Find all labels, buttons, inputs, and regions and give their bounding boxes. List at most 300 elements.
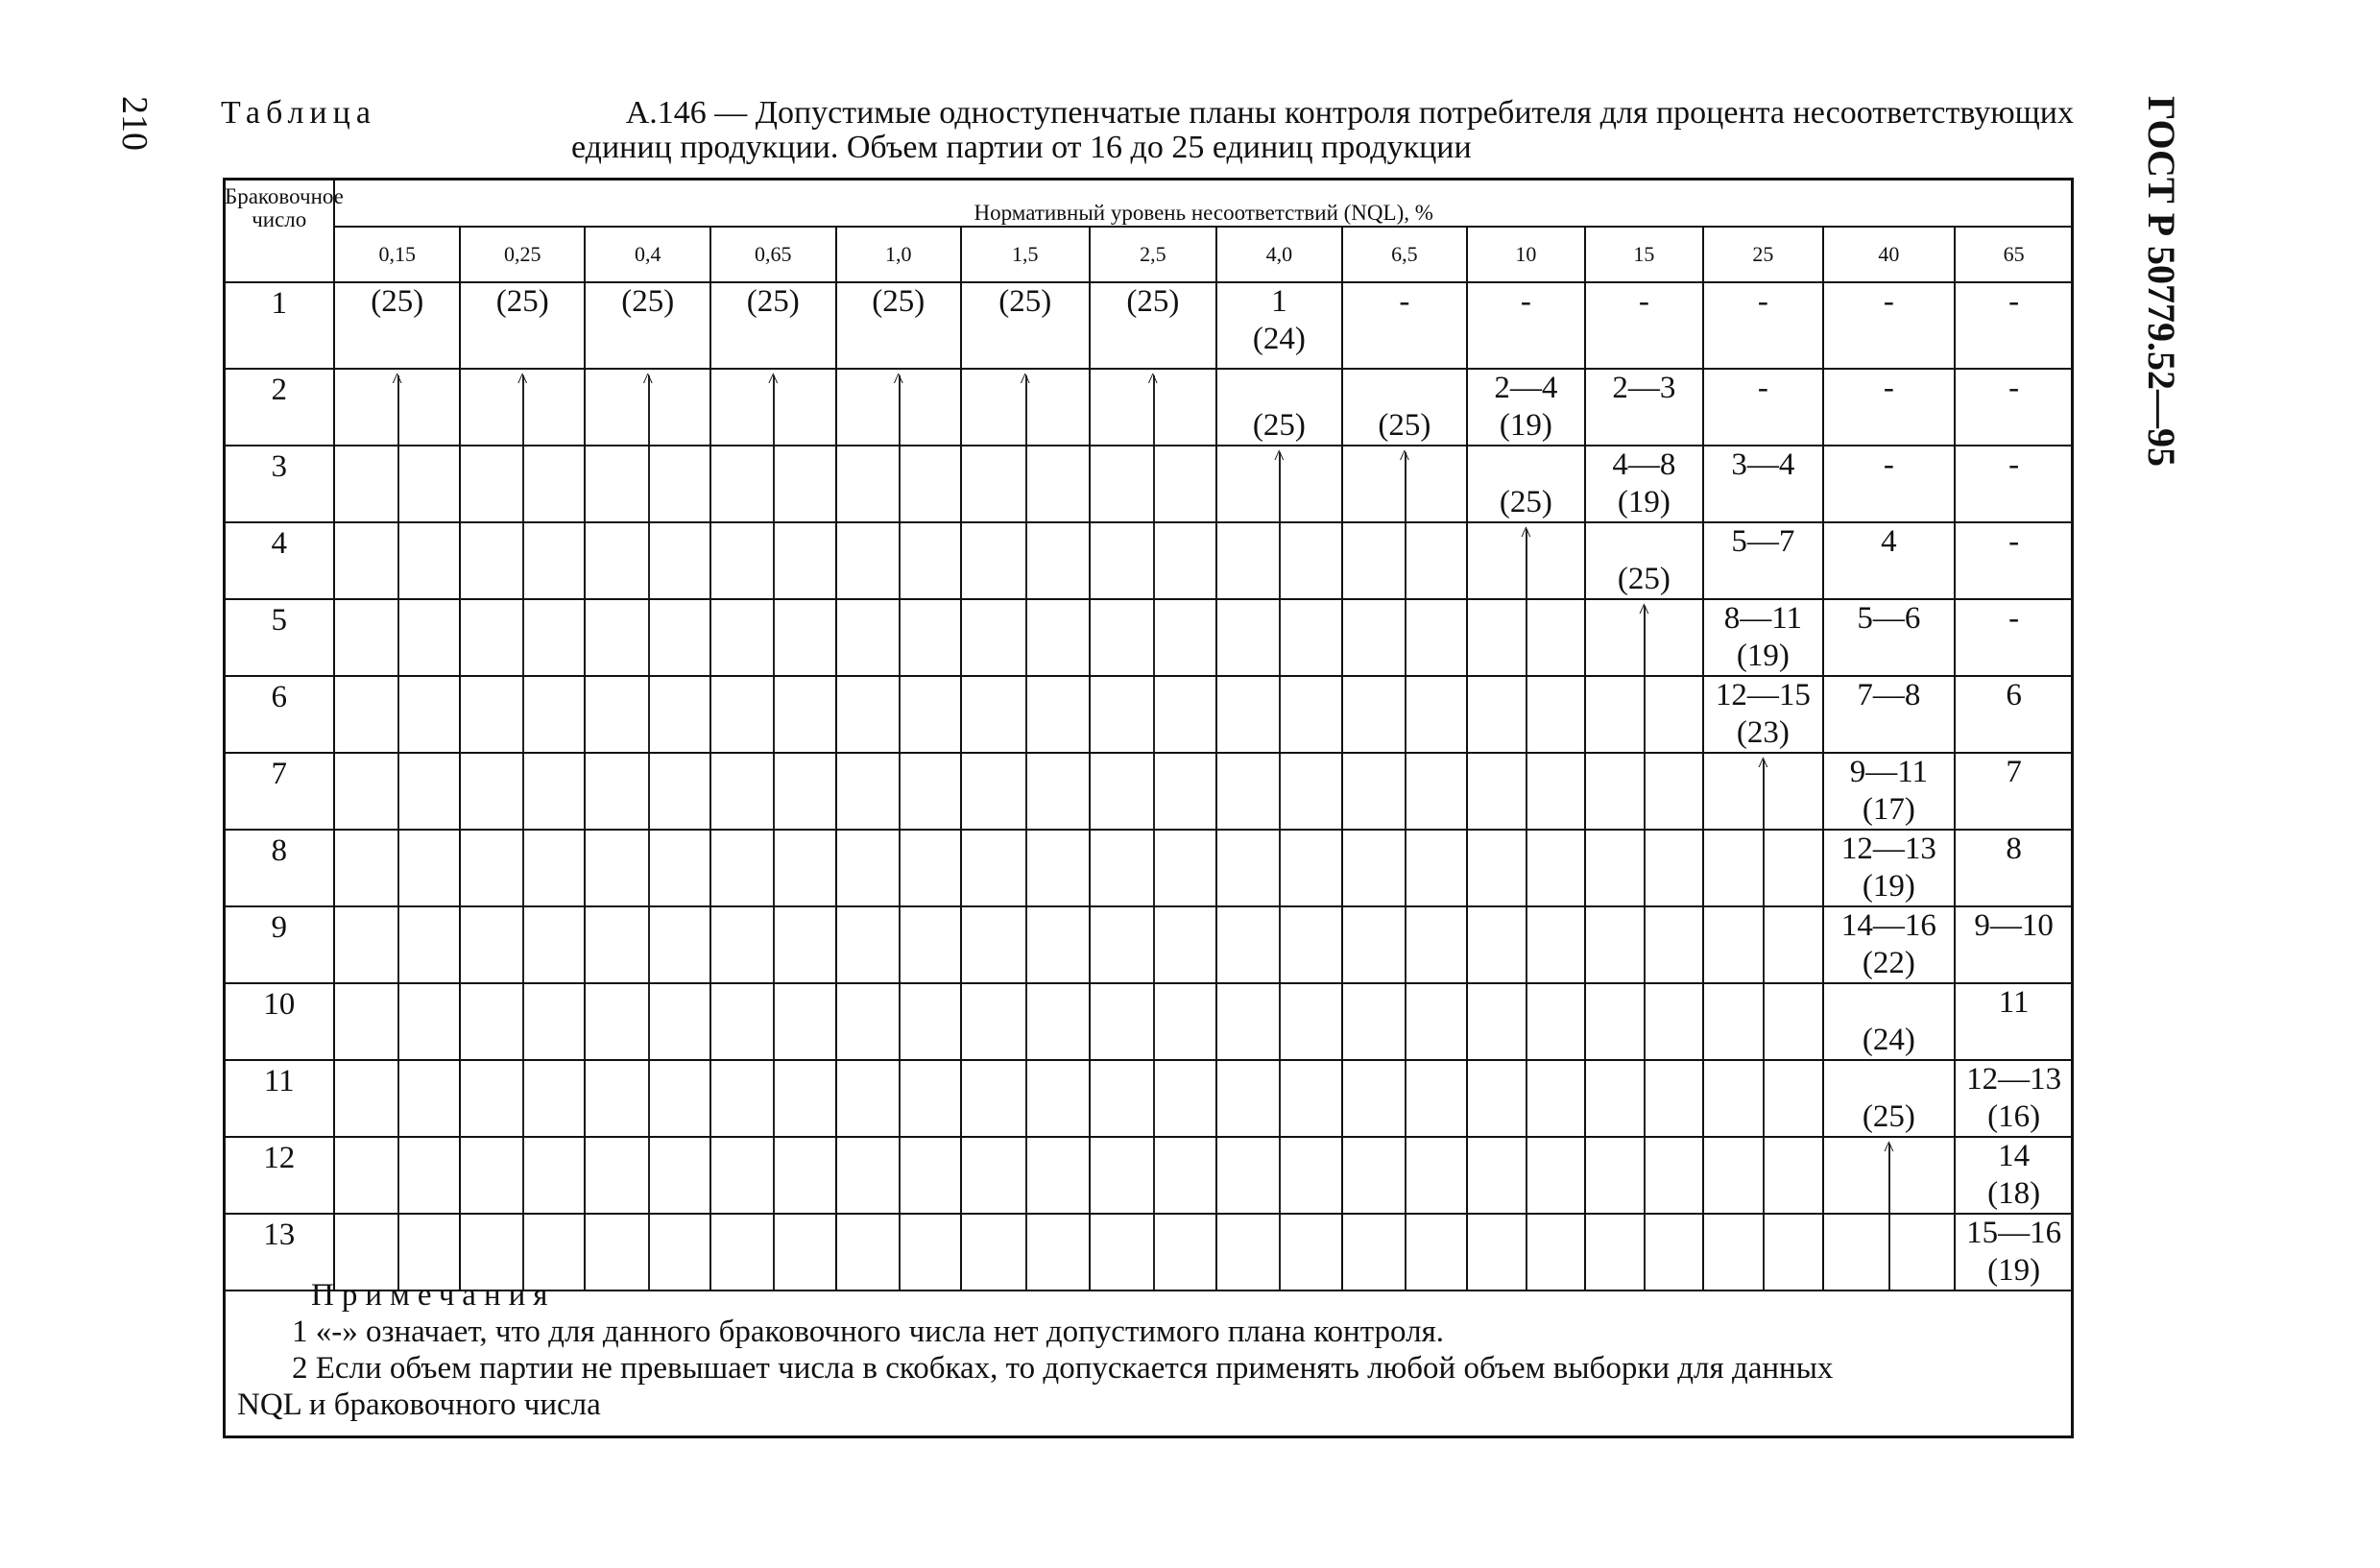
arrow-line — [773, 754, 775, 829]
arrow-line-cell — [1216, 1137, 1342, 1214]
arrow-line-cell — [710, 446, 836, 522]
plan-acceptance: 3—4 — [1731, 447, 1795, 482]
arrow-line-cell — [836, 830, 962, 906]
reject-number-cell: 6 — [224, 676, 334, 753]
plan-acceptance: - — [1638, 284, 1649, 319]
arrow-line-cell — [1090, 599, 1217, 676]
plan-acceptance: - — [2008, 447, 2020, 482]
arrow-line — [773, 907, 775, 982]
arrow-line-cell — [836, 599, 962, 676]
arrow-line-cell — [460, 1060, 586, 1137]
arrow-line — [1405, 1061, 1406, 1136]
arrow-line — [1644, 831, 1646, 905]
plan-cell — [1823, 753, 1956, 830]
plan-sample-size: (19) — [1499, 408, 1552, 443]
arrow-up-cell — [961, 369, 1090, 446]
arrow-line — [899, 1061, 901, 1136]
arrow-line — [1279, 831, 1281, 905]
nql-column-header: 1,5 — [961, 227, 1090, 282]
arrow-line — [648, 754, 650, 829]
arrow-line-cell — [710, 983, 836, 1060]
arrow-up-icon: ^ — [768, 368, 779, 392]
arrow-line-cell — [585, 906, 710, 983]
table-row — [224, 446, 2073, 522]
arrow-line-cell — [1216, 983, 1342, 1060]
arrow-line-cell — [961, 599, 1090, 676]
arrow-line — [1025, 1138, 1027, 1213]
arrow-line-cell — [836, 522, 962, 599]
arrow-line — [648, 523, 650, 598]
plan-acceptance: 4—8 — [1612, 447, 1676, 482]
plan-sample-size: (17) — [1862, 792, 1915, 827]
plan-sample-size: (25) — [1499, 485, 1552, 519]
arrow-up-cell — [1216, 446, 1342, 522]
nql-column-header: 2,5 — [1090, 227, 1217, 282]
plan-cell — [1467, 446, 1584, 522]
arrow-line-cell — [1342, 753, 1468, 830]
plan-acceptance: - — [1399, 284, 1410, 319]
arrow-line — [522, 907, 524, 982]
arrow-line-cell — [836, 983, 962, 1060]
arrow-line-cell — [1467, 1060, 1584, 1137]
plan-sample-size: (25) — [1617, 562, 1671, 596]
arrow-up-cell — [1703, 753, 1823, 830]
plan-cell — [1703, 446, 1823, 522]
plan-sample-size: (24) — [1252, 322, 1306, 356]
arrow-up-cell — [1467, 522, 1584, 599]
arrow-line — [397, 600, 399, 675]
arrow-line-cell — [1216, 676, 1342, 753]
plan-acceptance: - — [1883, 371, 1894, 405]
arrow-line — [1405, 907, 1406, 982]
plan-acceptance — [1468, 446, 1583, 484]
arrow-line-cell — [961, 753, 1090, 830]
arrow-line-cell — [1090, 753, 1217, 830]
arrow-line-cell — [1090, 676, 1217, 753]
arrow-up-cell — [1585, 599, 1704, 676]
arrow-up-cell — [710, 369, 836, 446]
plan-cell — [460, 282, 586, 369]
plan-cell — [1467, 282, 1584, 369]
arrow-line — [522, 754, 524, 829]
arrow-line — [1279, 600, 1281, 675]
nql-column-header: 4,0 — [1216, 227, 1342, 282]
reject-number-cell: 13 — [224, 1214, 334, 1291]
arrow-line — [899, 446, 901, 521]
arrow-up-icon: ^ — [1399, 445, 1410, 469]
arrow-line-cell — [710, 753, 836, 830]
arrow-line-cell — [585, 446, 710, 522]
arrow-line-cell — [1467, 599, 1584, 676]
arrow-line — [397, 831, 399, 905]
plan-cell — [1823, 282, 1956, 369]
arrow-line-cell — [1703, 906, 1823, 983]
arrow-line-cell — [334, 1137, 460, 1214]
plan-sample-size: (25) — [1252, 408, 1306, 443]
nql-column-header: 1,0 — [836, 227, 962, 282]
arrow-line-cell — [460, 522, 586, 599]
plan-cell — [334, 282, 460, 369]
plan-cell — [1703, 599, 1823, 676]
plan-acceptance: - — [2008, 601, 2020, 636]
arrow-line — [1279, 677, 1281, 752]
arrow-line — [773, 984, 775, 1059]
caption-line-1: А.146 — Допустимые одноступенчатые планы контроля потребителя для процента несоответствующих — [625, 95, 2074, 131]
table-row — [224, 522, 2073, 599]
arrow-line-cell — [1467, 830, 1584, 906]
arrow-line-cell — [1342, 522, 1468, 599]
arrow-line — [397, 1061, 399, 1136]
arrow-line-cell — [1585, 983, 1704, 1060]
plan-cell — [1216, 369, 1342, 446]
arrow-up-cell — [836, 369, 962, 446]
arrow-line-cell — [1467, 753, 1584, 830]
arrow-line-cell — [585, 830, 710, 906]
plan-sample-size: (25) — [1378, 408, 1431, 443]
plan-cell — [1216, 282, 1342, 369]
arrow-line-cell — [1090, 1060, 1217, 1137]
arrow-line-cell — [961, 446, 1090, 522]
plan-cell — [1955, 830, 2073, 906]
plan-cell — [1955, 522, 2073, 599]
arrow-line — [1279, 1061, 1281, 1136]
arrow-line-cell — [585, 983, 710, 1060]
arrow-line-cell — [1216, 906, 1342, 983]
arrow-line-cell — [1467, 1137, 1584, 1214]
table-row — [224, 369, 2073, 446]
arrow-line-cell — [1090, 522, 1217, 599]
arrow-line — [899, 1138, 901, 1213]
nql-column-header: 0,4 — [585, 227, 710, 282]
plan-cell — [1703, 282, 1823, 369]
arrow-line-cell — [334, 983, 460, 1060]
arrow-up-icon: ^ — [1020, 368, 1030, 392]
arrow-line-cell — [1342, 830, 1468, 906]
arrow-line — [1025, 831, 1027, 905]
arrow-line — [1526, 1061, 1527, 1136]
plan-acceptance: - — [1757, 371, 1768, 405]
arrow-line-cell — [1216, 522, 1342, 599]
arrow-line — [1025, 907, 1027, 982]
table-row — [224, 906, 2073, 983]
plan-cell — [836, 282, 962, 369]
plan-acceptance: 7 — [2006, 755, 2022, 789]
plan-cell — [1955, 1060, 2073, 1137]
arrow-line-cell — [961, 983, 1090, 1060]
arrow-line-cell — [1342, 983, 1468, 1060]
arrow-line-cell — [710, 599, 836, 676]
arrow-line — [1644, 754, 1646, 829]
arrow-line — [899, 600, 901, 675]
arrow-line-cell — [460, 676, 586, 753]
plan-acceptance: - — [1883, 284, 1894, 319]
arrow-line-cell — [961, 522, 1090, 599]
arrow-line — [773, 831, 775, 905]
plan-acceptance: 5—6 — [1857, 601, 1921, 636]
plan-cell — [1955, 983, 2073, 1060]
plan-acceptance: 8 — [2006, 832, 2022, 866]
plan-acceptance: (25) — [371, 284, 424, 319]
plan-cell — [1823, 522, 1956, 599]
arrow-line — [773, 677, 775, 752]
arrow-line — [522, 523, 524, 598]
arrow-line-cell — [460, 1137, 586, 1214]
arrow-line — [648, 600, 650, 675]
plan-cell — [1585, 522, 1704, 599]
arrow-line — [899, 523, 901, 598]
plan-cell — [1823, 983, 1956, 1060]
plan-acceptance: - — [2008, 371, 2020, 405]
arrow-line-cell — [334, 906, 460, 983]
plan-sample-size: (19) — [1617, 485, 1671, 519]
plan-sample-size: (18) — [1987, 1176, 2041, 1211]
arrow-line-cell — [836, 1060, 962, 1137]
nql-column-header: 65 — [1955, 227, 2073, 282]
arrow-line — [1025, 677, 1027, 752]
arrow-line — [397, 523, 399, 598]
caption-prefix: Таблица — [221, 95, 376, 131]
arrow-line-cell — [1467, 906, 1584, 983]
arrow-up-icon: ^ — [517, 368, 528, 392]
plan-acceptance: 12—13 — [1840, 832, 1936, 866]
arrow-line-cell — [1585, 753, 1704, 830]
arrow-line — [648, 446, 650, 521]
arrow-line-cell — [1090, 983, 1217, 1060]
table-row — [224, 676, 2073, 753]
arrow-line — [397, 446, 399, 521]
arrow-line-cell — [1090, 1137, 1217, 1214]
plan-sample-size: (19) — [1862, 869, 1915, 904]
arrow-line-cell — [1585, 830, 1704, 906]
plan-acceptance: 12—15 — [1715, 678, 1811, 712]
arrow-line — [1763, 1138, 1765, 1213]
plan-sample-size: (19) — [1736, 639, 1790, 673]
plan-acceptance: - — [1520, 284, 1531, 319]
plan-cell — [1955, 906, 2073, 983]
arrow-line — [773, 523, 775, 598]
arrow-up-cell — [460, 369, 586, 446]
arrow-line-cell — [836, 446, 962, 522]
arrow-up-icon: ^ — [893, 368, 903, 392]
arrow-line-cell — [1342, 1137, 1468, 1214]
arrow-line — [899, 907, 901, 982]
arrow-line — [773, 446, 775, 521]
arrow-line — [899, 831, 901, 905]
arrow-line-cell — [1216, 753, 1342, 830]
arrow-up-icon: ^ — [1521, 521, 1531, 545]
plan-sample-size: (19) — [1987, 1253, 2041, 1288]
arrow-line — [1025, 754, 1027, 829]
arrow-line-cell — [585, 753, 710, 830]
arrow-line — [1279, 1138, 1281, 1213]
arrow-line-cell — [334, 1060, 460, 1137]
arrow-line-cell — [1703, 1137, 1823, 1214]
arrow-line-cell — [836, 676, 962, 753]
table-row — [224, 983, 2073, 1060]
table-row — [224, 282, 2073, 369]
arrow-line-cell — [836, 753, 962, 830]
arrow-line-cell — [710, 906, 836, 983]
plan-sample-size: (23) — [1736, 715, 1790, 750]
nql-column-header: 40 — [1823, 227, 1956, 282]
arrow-line-cell — [334, 599, 460, 676]
nql-column-header: 25 — [1703, 227, 1823, 282]
plan-acceptance — [1343, 370, 1467, 407]
plan-cell — [1585, 446, 1704, 522]
reject-number-header: Браковочное число — [224, 179, 334, 282]
plan-acceptance — [1824, 1061, 1955, 1098]
arrow-line — [1763, 1061, 1765, 1136]
plan-cell — [1090, 282, 1217, 369]
plan-acceptance — [1824, 984, 1955, 1022]
note-2: 2 Если объем партии не превышает числа в скобках, то допускается применять любой объем выборки для данных — [292, 1351, 1834, 1386]
plan-cell — [1585, 282, 1704, 369]
arrow-line — [1153, 754, 1155, 829]
arrow-line-cell — [585, 599, 710, 676]
arrow-line — [1153, 600, 1155, 675]
reject-number-cell: 1 — [224, 282, 334, 369]
arrow-line-cell — [710, 1060, 836, 1137]
reject-number-cell: 12 — [224, 1137, 334, 1214]
plan-cell — [585, 282, 710, 369]
arrow-line-cell — [1585, 1060, 1704, 1137]
arrow-up-icon: ^ — [642, 368, 653, 392]
arrow-line — [1405, 600, 1406, 675]
nql-column-header: 10 — [1467, 227, 1584, 282]
arrow-line — [397, 984, 399, 1059]
arrow-line-cell — [334, 753, 460, 830]
arrow-line — [522, 1138, 524, 1213]
arrow-line — [1526, 754, 1527, 829]
arrow-line-cell — [961, 1060, 1090, 1137]
notes-title: Примечания — [311, 1278, 556, 1313]
arrow-line-cell — [334, 830, 460, 906]
arrow-line — [522, 677, 524, 752]
arrow-line-cell — [710, 522, 836, 599]
arrow-line — [1644, 1138, 1646, 1213]
reject-number-cell: 4 — [224, 522, 334, 599]
plan-acceptance: 7—8 — [1857, 678, 1921, 712]
page-number: 210 — [114, 96, 155, 151]
plan-cell — [1703, 676, 1823, 753]
arrow-line — [1279, 754, 1281, 829]
arrow-line — [1025, 984, 1027, 1059]
plan-cell — [1955, 753, 2073, 830]
arrow-line — [522, 1061, 524, 1136]
arrow-line-cell — [460, 983, 586, 1060]
table-row — [224, 599, 2073, 676]
arrow-line — [1526, 677, 1527, 752]
reject-number-cell: 5 — [224, 599, 334, 676]
arrow-line — [1405, 984, 1406, 1059]
table-caption — [221, 96, 2074, 165]
plan-acceptance: - — [2008, 524, 2020, 559]
plan-acceptance: 11 — [1998, 985, 2030, 1020]
plan-cell — [1823, 446, 1956, 522]
arrow-up-cell — [1823, 1137, 1956, 1214]
arrow-line — [648, 1061, 650, 1136]
plan-cell — [710, 282, 836, 369]
arrow-line-cell — [961, 1137, 1090, 1214]
arrow-line — [1025, 600, 1027, 675]
plan-cell — [1955, 369, 2073, 446]
arrow-line — [1526, 1138, 1527, 1213]
arrow-line-cell — [836, 906, 962, 983]
arrow-line — [522, 446, 524, 521]
reject-number-cell: 11 — [224, 1060, 334, 1137]
arrow-line — [1279, 907, 1281, 982]
arrow-line-cell — [460, 446, 586, 522]
arrow-line — [1405, 831, 1406, 905]
arrow-line-cell — [836, 1137, 962, 1214]
arrow-line — [397, 754, 399, 829]
plan-acceptance: 8—11 — [1723, 601, 1802, 636]
plan-cell — [1955, 282, 2073, 369]
arrow-up-icon: ^ — [1884, 1136, 1894, 1160]
arrow-line-cell — [710, 676, 836, 753]
plan-acceptance: (25) — [495, 284, 549, 319]
plan-cell — [1823, 599, 1956, 676]
arrow-up-cell — [585, 369, 710, 446]
arrow-line — [648, 677, 650, 752]
arrow-line-cell — [585, 1137, 710, 1214]
table-row — [224, 753, 2073, 830]
plan-cell — [1823, 676, 1956, 753]
arrow-line — [1153, 984, 1155, 1059]
caption-line-2: единиц продукции. Объем партии от 16 до 25 единиц продукции — [571, 130, 1472, 165]
reject-number-cell: 7 — [224, 753, 334, 830]
arrow-line — [1153, 831, 1155, 905]
arrow-line — [1644, 984, 1646, 1059]
arrow-up-icon: ^ — [392, 368, 402, 392]
arrow-line-cell — [710, 1137, 836, 1214]
arrow-line-cell — [1585, 1137, 1704, 1214]
plan-cell — [1342, 369, 1468, 446]
nql-values-row — [224, 227, 2073, 282]
arrow-line-cell — [1585, 676, 1704, 753]
plan-cell — [1955, 1137, 2073, 1214]
arrow-line — [1644, 677, 1646, 752]
plan-cell — [1823, 369, 1956, 446]
reject-number-cell: 10 — [224, 983, 334, 1060]
table-row — [224, 1137, 2073, 1214]
plan-acceptance: (25) — [621, 284, 675, 319]
arrow-line-cell — [1342, 676, 1468, 753]
table-body — [224, 282, 2073, 1291]
arrow-line — [1153, 677, 1155, 752]
plan-acceptance: - — [1883, 447, 1894, 482]
arrow-line — [1153, 907, 1155, 982]
arrow-line — [648, 984, 650, 1059]
arrow-line — [1405, 523, 1406, 598]
plan-sample-size: (16) — [1987, 1099, 2041, 1134]
plan-acceptance: 9—11 — [1849, 755, 1929, 789]
notes — [223, 1277, 2074, 1423]
arrow-line-cell — [1703, 1060, 1823, 1137]
arrow-line — [648, 831, 650, 905]
arrow-up-icon: ^ — [1639, 598, 1649, 622]
plan-cell — [1823, 830, 1956, 906]
arrow-up-cell — [1342, 446, 1468, 522]
arrow-line — [1153, 1138, 1155, 1213]
plan-acceptance: 5—7 — [1731, 524, 1795, 559]
arrow-line — [1763, 831, 1765, 905]
arrow-line — [899, 984, 901, 1059]
arrow-line — [1279, 523, 1281, 598]
arrow-line — [397, 677, 399, 752]
arrow-line — [1025, 1061, 1027, 1136]
arrow-line — [397, 1138, 399, 1213]
